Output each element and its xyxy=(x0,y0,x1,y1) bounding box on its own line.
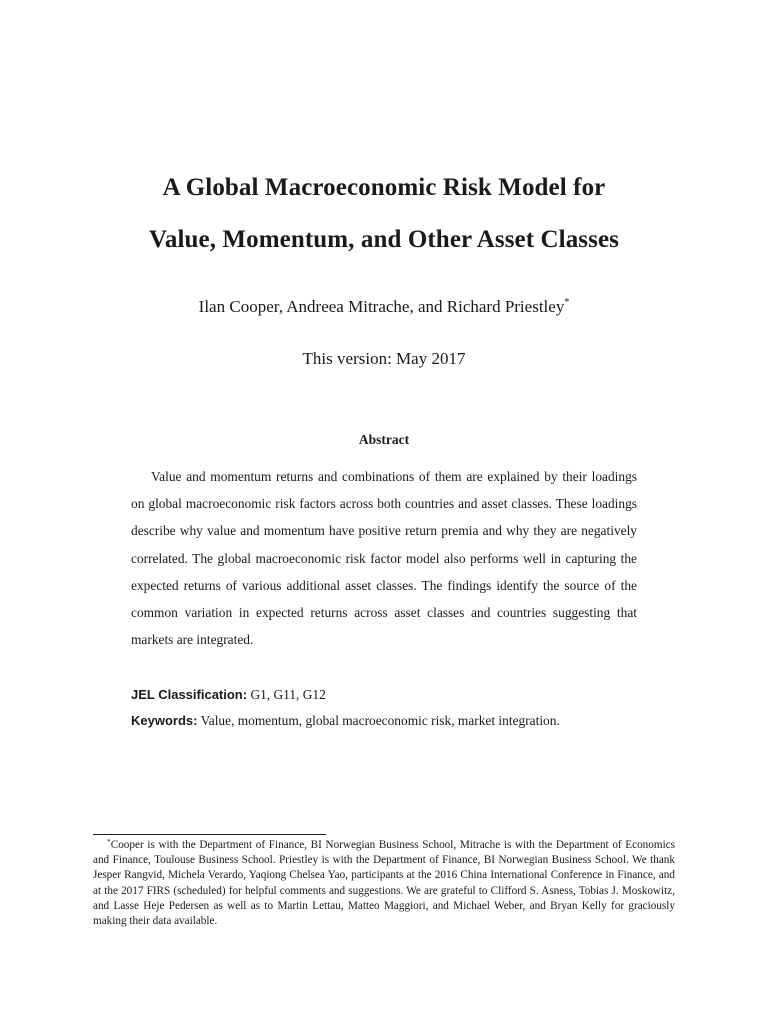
footnote-mark: * xyxy=(107,837,111,846)
footnote-divider xyxy=(93,834,326,835)
abstract-heading: Abstract xyxy=(358,432,410,447)
jel-value: G1, G11, G12 xyxy=(250,687,326,702)
author-names: Ilan Cooper, Andreea Mitrache, and Richard Priestley xyxy=(198,297,565,316)
version-date: This version: May 2017 xyxy=(302,349,466,368)
keywords-label: Keywords: xyxy=(131,713,198,728)
author-footnote-mark: * xyxy=(564,297,570,308)
paper-title-line-2: Value, Momentum, and Other Asset Classes xyxy=(149,226,619,253)
keywords-value: Value, momentum, global macroeconomic risk, market integration. xyxy=(200,713,560,728)
abstract-body: Value and momentum returns and combinations of them are explained by their loadings on global macroeconomic risk factors across both countries and asset classes. These loadings describe why value and momentum have positive return premia and why they are negatively correlated. The global macroeconomic risk factor model also performs well in capturing the expected returns of various additional asset classes. The findings identify the source of the common variation in expected returns across asset classes and countries suggesting that markets are integrated. xyxy=(131,469,637,648)
keywords xyxy=(131,712,637,730)
footnote-text: Cooper is with the Department of Finance, BI Norwegian Business School, Mitrache is with the Department of Economics and Finance, Toulouse Business School. Priestley is with the Department of Finance, BI Norwegian Business School. We thank Jesper Rangvid, Michela Verardo, Yaqiong Chelsea Yao, participants at the 2016 China International Conference in Finance, and at the 2017 FIRS (scheduled) for helpful comments and suggestions. We are grateful to Clifford S. Asness, Tobias J. Moskowitz, and Lasse Heje Pedersen as well as to Martin Lettau, Matteo Maggiori, and Michael Weber, and Bryan Kelly for graciously making their data available. xyxy=(93,839,675,928)
author-list xyxy=(40,296,728,318)
paper-title-line-1: A Global Macroeconomic Risk Model for xyxy=(162,174,606,201)
footnote xyxy=(93,838,675,929)
jel-label: JEL Classification: xyxy=(131,687,248,702)
jel-classification xyxy=(131,686,637,704)
